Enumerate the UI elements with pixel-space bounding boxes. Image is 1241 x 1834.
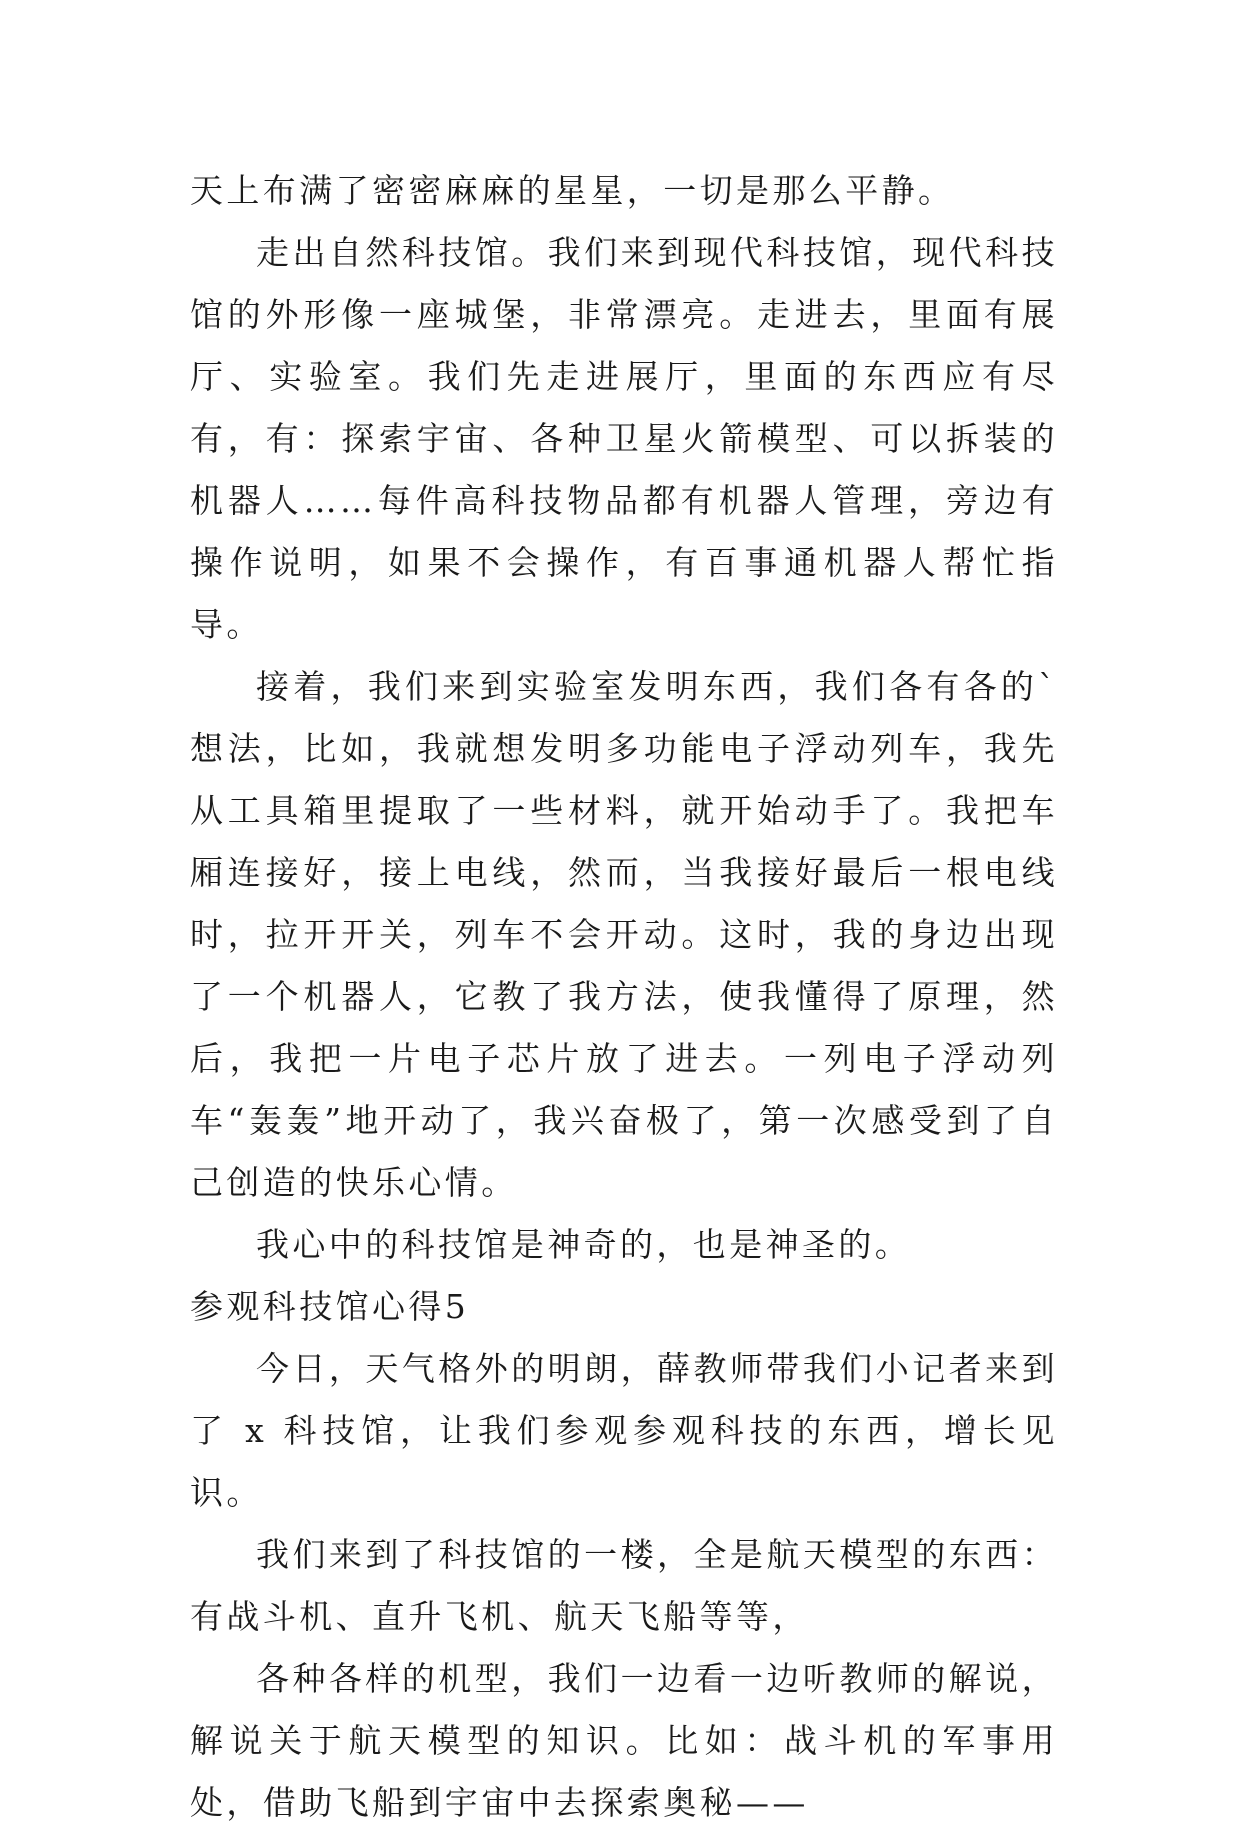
document-body: [190, 160, 1058, 1834]
paragraph-conclusion: 我心中的科技馆是神奇的，也是神圣的。: [256, 1225, 912, 1264]
paragraph-visit-intro: 今日，天气格外的明朗，薛教师带我们小记者来到了 x 科技馆，让我们参观参观科技的东西，增长见识。: [190, 1349, 1058, 1512]
paragraph-first-floor: 我们来到了科技馆的一楼，全是航天模型的东西：有战斗机、直升飞机、航天飞船等等，: [190, 1535, 1058, 1636]
paragraph-modern-museum: 走出自然科技馆。我们来到现代科技馆，现代科技馆的外形像一座城堡，非常漂亮。走进去，里面有展厅、实验室。我们先走进展厅，里面的东西应有尽有，有：探索宇宙、各种卫星火箭模型、可以拆装的机器人……每件高科技物品都有机器人管理，旁边有操作说明，如果不会操作，有百事通机器人帮忙指导。: [190, 233, 1058, 644]
paragraph-continuation: 天上布满了密密麻麻的星星，一切是那么平静。: [190, 171, 955, 210]
paragraph-aircraft-models: 各种各样的机型，我们一边看一边听教师的解说，解说关于航天模型的知识。比如：战斗机的军事用处，借助飞船到宇宙中去探索奥秘——: [190, 1659, 1058, 1822]
section-heading: 参观科技馆心得5: [190, 1287, 470, 1326]
paragraph-laboratory: 接着，我们来到实验室发明东西，我们各有各的`想法，比如，我就想发明多功能电子浮动列车，我先从工具箱里提取了一些材料，就开始动手了。我把车厢连接好，接上电线，然而，当我接好最后一根电线时，拉开开关，列车不会开动。这时，我的身边出现了一个机器人，它教了我方法，使我懂得了原理，然后，我把一片电子芯片放了进去。一列电子浮动列车“轰轰”地开动了，我兴奋极了，第一次感受到了自己创造的快乐心情。: [190, 667, 1058, 1202]
